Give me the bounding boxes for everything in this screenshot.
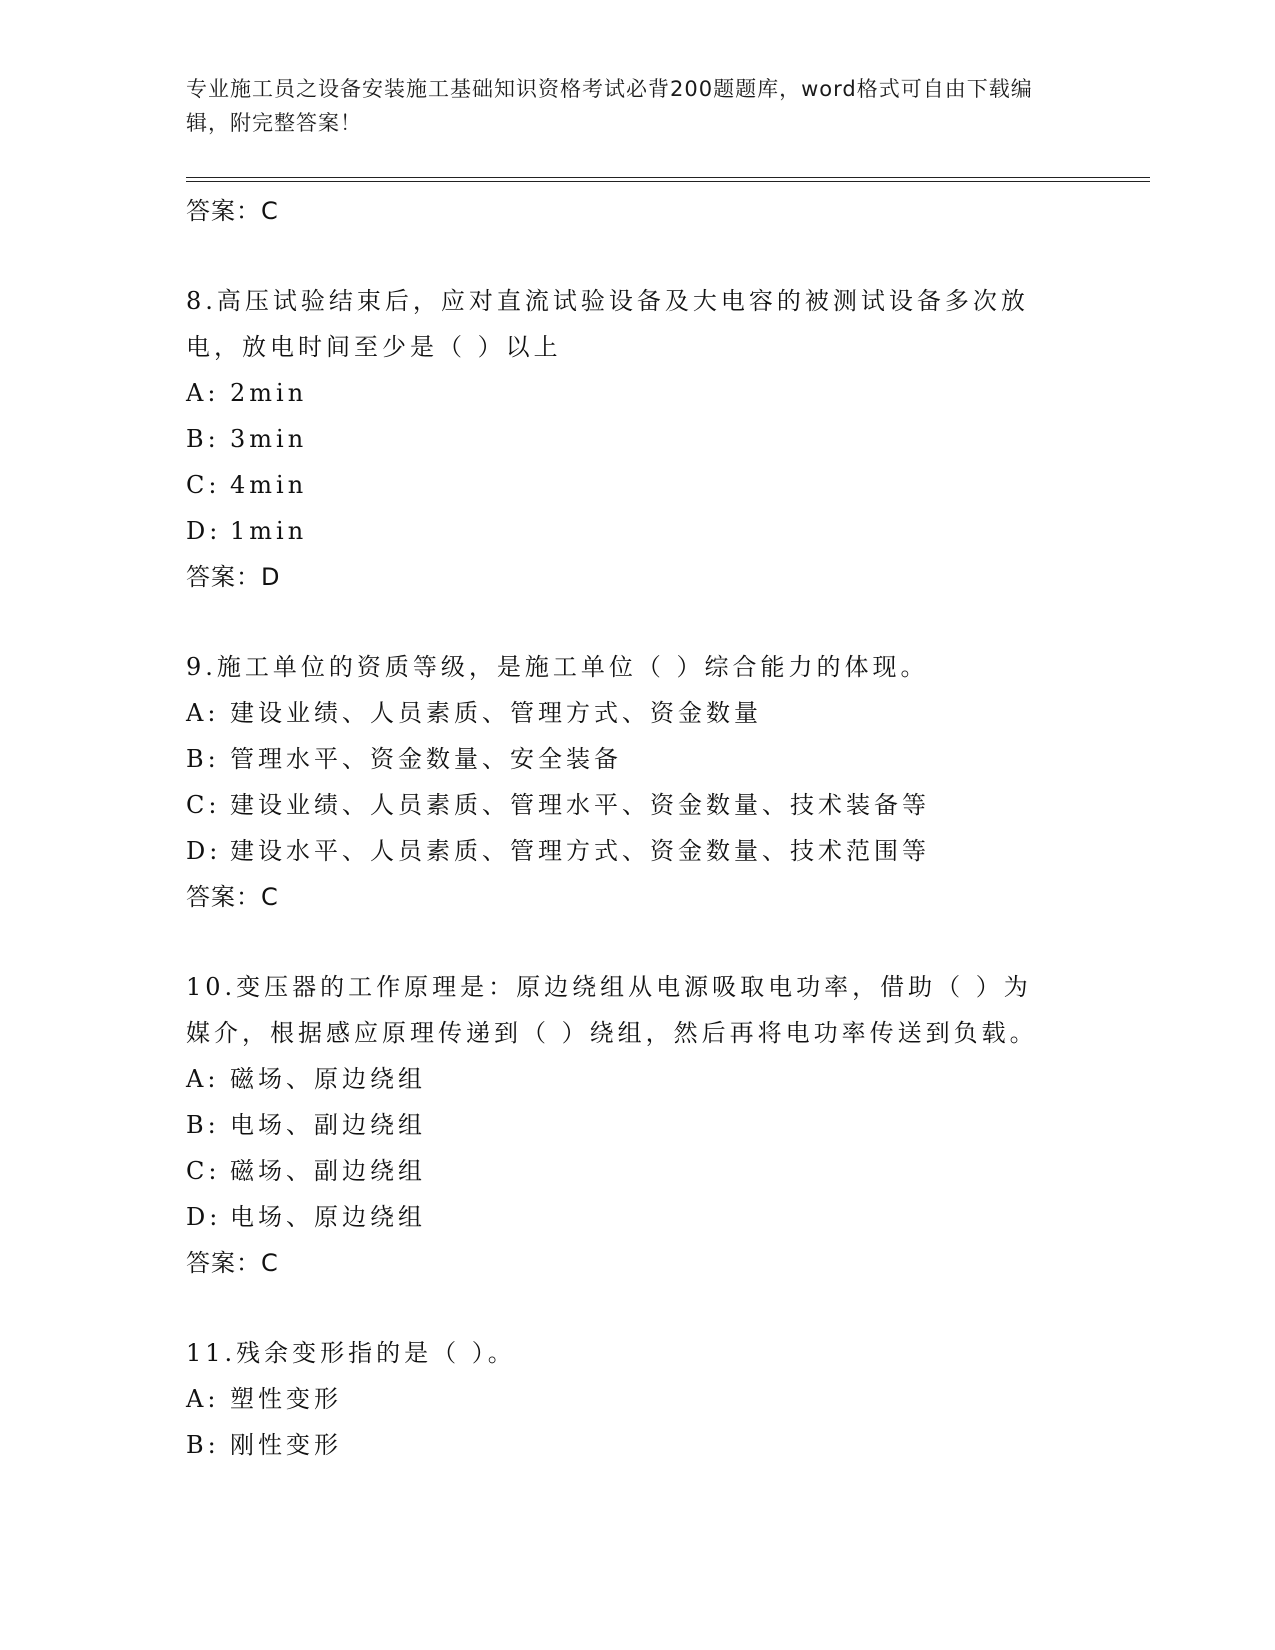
question-text-line: 8.高压试验结束后，应对直流试验设备及大电容的被测试设备多次放 xyxy=(186,287,1029,315)
option-label: B: xyxy=(186,1431,220,1459)
option-c xyxy=(186,462,1086,508)
option-text: 建设水平、人员素质、管理方式、资金数量、技术范围等 xyxy=(230,837,930,865)
option-a xyxy=(186,1376,1086,1422)
question-text-line: 电，放电时间至少是（ ）以上 xyxy=(186,333,562,361)
option-label: D: xyxy=(186,837,222,865)
question-text-line: 9.施工单位的资质等级，是施工单位（ ）综合能力的体现。 xyxy=(186,653,929,681)
option-c xyxy=(186,782,1086,828)
option-text: 建设业绩、人员素质、管理方式、资金数量 xyxy=(230,699,762,727)
answer-line: 答案：C xyxy=(186,197,279,225)
question-list xyxy=(186,188,1086,1468)
answer-line: 答案：D xyxy=(186,563,281,591)
option-text: 4min xyxy=(230,471,308,499)
question-item xyxy=(186,644,1086,920)
option-a xyxy=(186,370,1086,416)
option-label: C: xyxy=(186,471,221,499)
option-label: D: xyxy=(186,517,222,545)
option-text: 1min xyxy=(230,517,308,545)
question-item xyxy=(186,1330,1086,1468)
option-c xyxy=(186,1148,1086,1194)
option-label: A: xyxy=(186,1385,220,1413)
option-b xyxy=(186,1422,1086,1468)
option-text: 磁场、副边绕组 xyxy=(230,1157,426,1185)
option-b xyxy=(186,1102,1086,1148)
option-text: 塑性变形 xyxy=(230,1385,342,1413)
option-label: A: xyxy=(186,379,220,407)
answer-line: 答案：C xyxy=(186,1249,279,1277)
option-text: 建设业绩、人员素质、管理水平、资金数量、技术装备等 xyxy=(230,791,930,819)
question-item xyxy=(186,278,1086,600)
option-label: A: xyxy=(186,699,220,727)
option-label: A: xyxy=(186,1065,220,1093)
option-label: B: xyxy=(186,1111,220,1139)
option-text: 3min xyxy=(230,425,308,453)
option-label: B: xyxy=(186,425,220,453)
option-text: 电场、原边绕组 xyxy=(230,1203,426,1231)
question-text-line: 10.变压器的工作原理是：原边绕组从电源吸取电功率，借助（ ）为 xyxy=(186,973,1032,1001)
option-text: 管理水平、资金数量、安全装备 xyxy=(230,745,622,773)
option-text: 刚性变形 xyxy=(230,1431,342,1459)
option-d xyxy=(186,508,1086,554)
option-label: D: xyxy=(186,1203,222,1231)
question-text-line: 11.残余变形指的是（ ）。 xyxy=(186,1339,516,1367)
option-label: B: xyxy=(186,745,220,773)
option-d xyxy=(186,828,1086,874)
option-a xyxy=(186,1056,1086,1102)
question-text-line: 媒介，根据感应原理传递到（ ）绕组，然后再将电功率传送到负载。 xyxy=(186,1019,1038,1047)
option-text: 2min xyxy=(230,379,308,407)
option-b xyxy=(186,736,1086,782)
option-d xyxy=(186,1194,1086,1240)
option-b xyxy=(186,416,1086,462)
option-text: 磁场、原边绕组 xyxy=(230,1065,426,1093)
answer-line: 答案：C xyxy=(186,883,279,911)
question-item xyxy=(186,964,1086,1286)
option-a xyxy=(186,690,1086,736)
header-divider-secondary xyxy=(186,181,1150,182)
option-text: 电场、副边绕组 xyxy=(230,1111,426,1139)
option-label: C: xyxy=(186,1157,221,1185)
option-label: C: xyxy=(186,791,221,819)
header-divider xyxy=(186,177,1150,178)
document-header: 专业施工员之设备安装施工基础知识资格考试必背200题题库，word格式可自由下载编辑，附完整答案！ xyxy=(186,77,1033,135)
